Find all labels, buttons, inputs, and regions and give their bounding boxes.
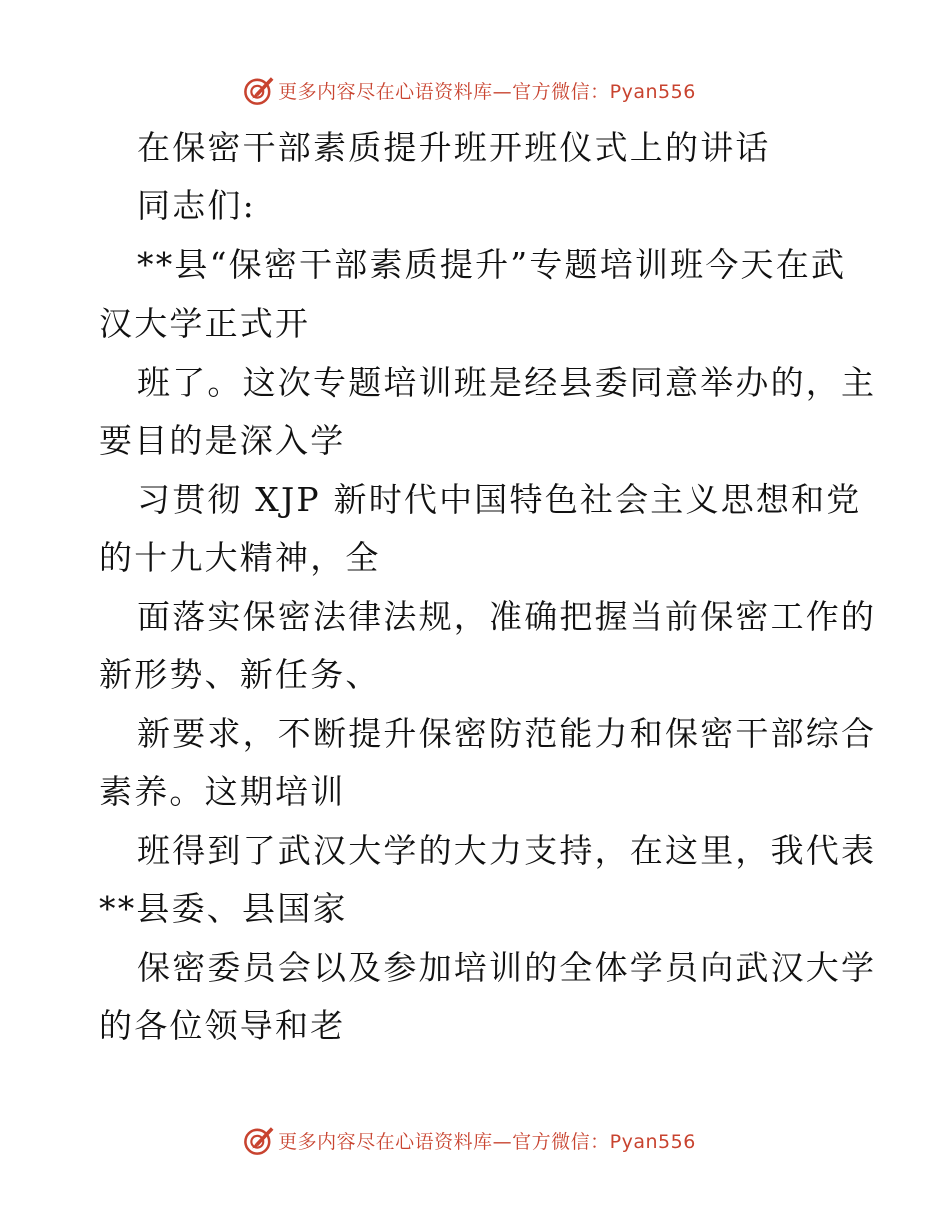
doc-line: 新要求，不断提升保密防范能力和保密干部综合: [137, 714, 877, 753]
footer-watermark-text: 更多内容尽在心语资料库—官方微信：Pyan556: [278, 1130, 696, 1153]
doc-line: 面落实保密法律法规，准确把握当前保密工作的: [137, 597, 877, 636]
footer-watermark: [0, 1120, 950, 1160]
doc-line: **县委、县国家: [99, 889, 348, 928]
doc-line: 同志们:: [137, 186, 256, 225]
doc-line: 新形势、新任务、: [99, 655, 381, 694]
doc-line: 的十九大精神，全: [99, 538, 381, 577]
doc-line: 班得到了武汉大学的大力支持，在这里，我代表: [137, 831, 877, 870]
doc-line: 的各位领导和老: [99, 1006, 346, 1045]
doc-line: 要目的是深入学: [99, 421, 346, 460]
logo-icon: [242, 1123, 276, 1157]
doc-line: 汉大学正式开: [99, 304, 311, 343]
doc-line: 班了。这次专题培训班是经县委同意举办的，主: [137, 363, 877, 402]
doc-line: 习贯彻 XJP 新时代中国特色社会主义思想和党: [137, 480, 862, 519]
doc-line: 保密委员会以及参加培训的全体学员向武汉大学: [137, 948, 877, 987]
doc-title: 在保密干部素质提升班开班仪式上的讲话: [137, 128, 771, 167]
header-watermark: [0, 70, 950, 110]
doc-line: **县“保密干部素质提升”专题培训班今天在武: [137, 245, 847, 284]
logo-icon: [242, 73, 276, 107]
doc-line: 素养。这期培训: [99, 772, 346, 811]
header-watermark-text: 更多内容尽在心语资料库—官方微信：Pyan556: [278, 80, 696, 103]
